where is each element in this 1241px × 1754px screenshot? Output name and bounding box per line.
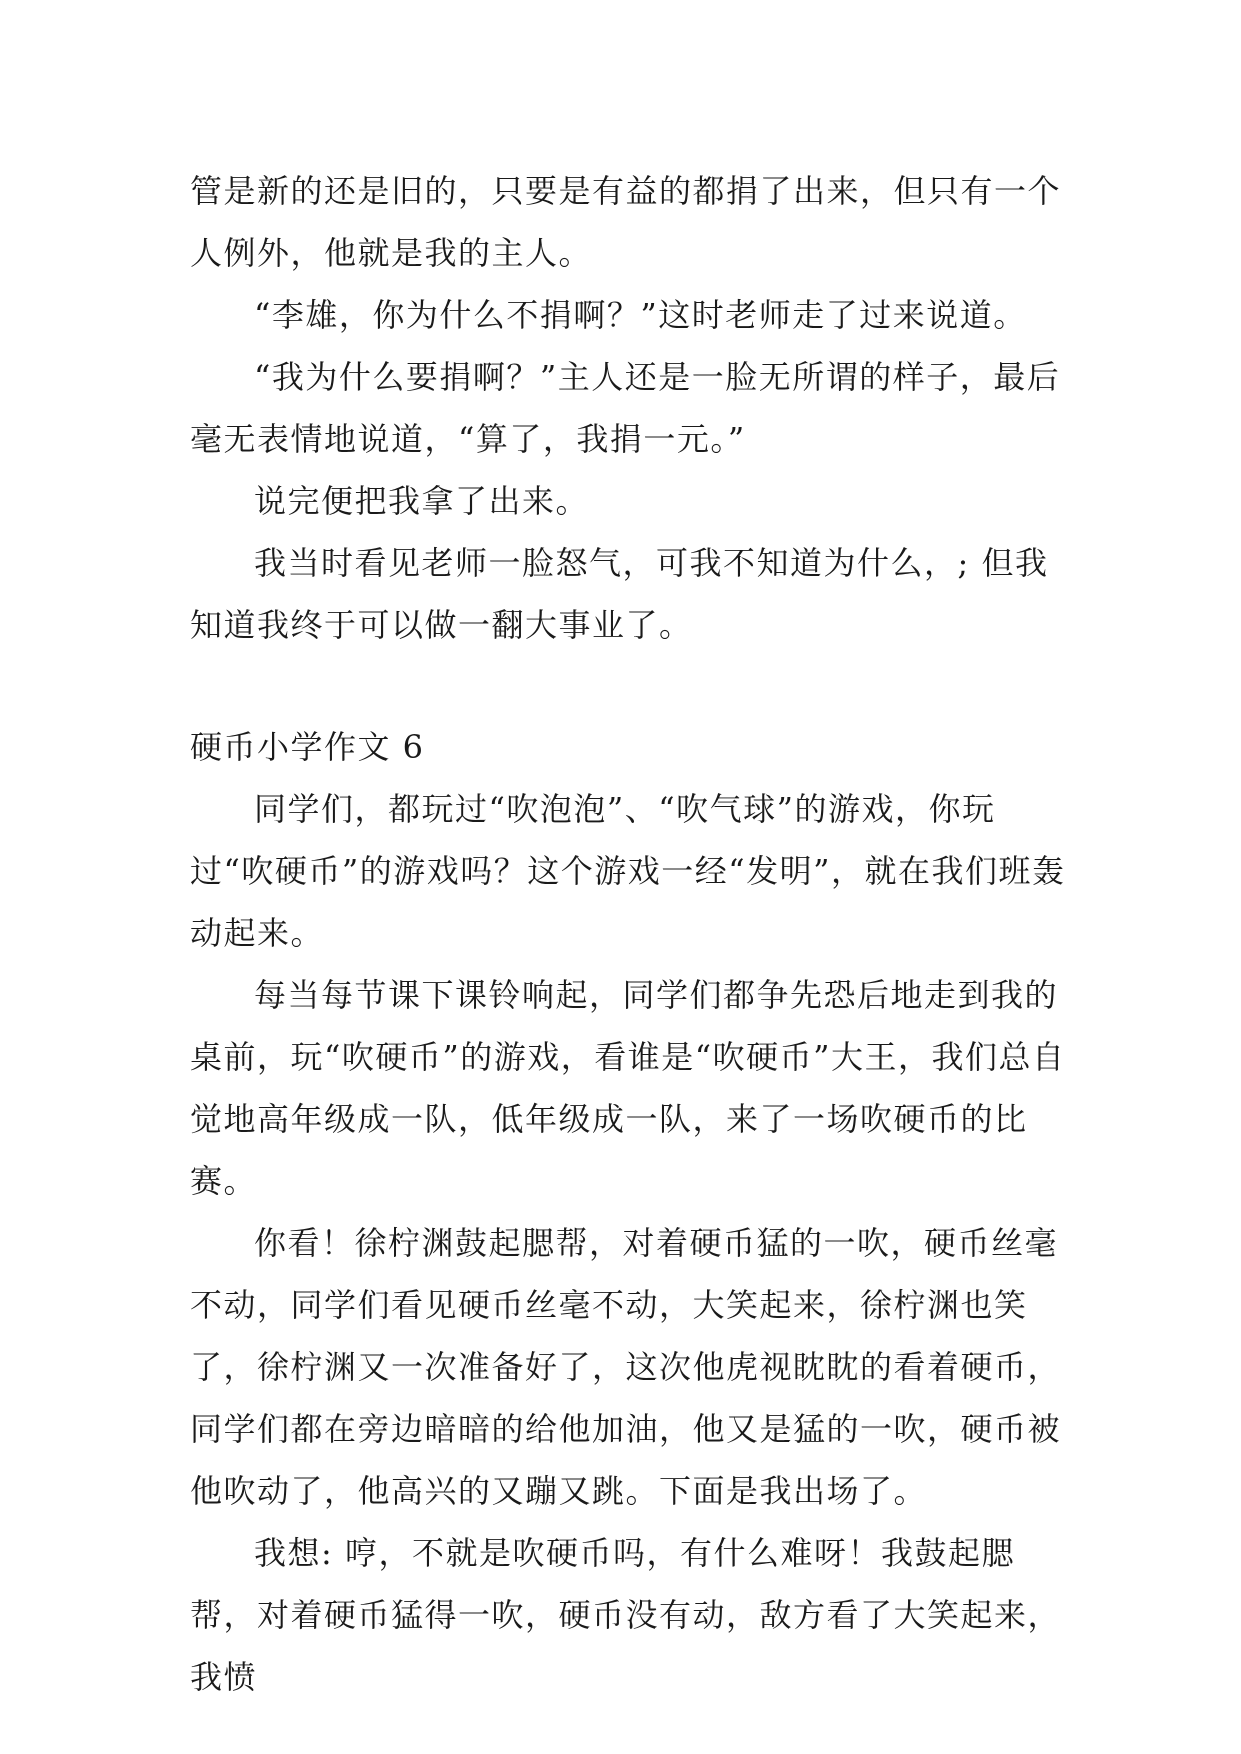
paragraph-owner-answer: “我为什么要捐啊？”主人还是一脸无所谓的样子，最后毫无表情地说道，“算了，我捐一元。”: [190, 358, 1061, 458]
document-body: [190, 160, 1070, 1708]
paragraph-big-career: 我当时看见老师一脸怒气，可我不知道为什么，; 但我知道我终于可以做一翻大事业了。: [190, 544, 1049, 644]
paragraph-taken-out: 说完便把我拿了出来。: [254, 482, 590, 520]
essay-title: 硬币小学作文 6: [190, 728, 425, 766]
paragraph-teacher-question: “李雄，你为什么不捐啊？”这时老师走了过来说道。: [254, 296, 1027, 334]
paragraph-my-turn: 我想: 哼，不就是吹硬币吗，有什么难呀！我鼓起腮帮，对着硬币猛得一吹，硬币没有动，敌方看了大笑起来，我愤: [190, 1534, 1062, 1696]
paragraph-recess-game: 每当每节课下课铃响起，同学们都争先恐后地走到我的桌前，玩“吹硬币”的游戏，看谁是“吹硬币”大王，我们总自觉地高年级成一队，低年级成一队，来了一场吹硬币的比赛。: [190, 976, 1066, 1200]
paragraph-classmate-turn: 你看！徐柠渊鼓起腮帮，对着硬币猛的一吹，硬币丝毫不动，同学们看见硬币丝毫不动，大笑起来，徐柠渊也笑了，徐柠渊又一次准备好了，这次他虎视眈眈的看着硬币，同学们都在旁边暗暗的给他加油，他又是猛的一吹，硬币被他吹动了，他高兴的又蹦又跳。下面是我出场了。: [190, 1224, 1062, 1510]
paragraph-intro-game: 同学们，都玩过“吹泡泡”、“吹气球”的游戏，你玩过“吹硬币”的游戏吗？这个游戏一经“发明”，就在我们班轰动起来。: [190, 790, 1066, 952]
paragraph-continuation: 管是新的还是旧的，只要是有益的都捐了出来，但只有一个人例外，他就是我的主人。: [190, 172, 1062, 272]
